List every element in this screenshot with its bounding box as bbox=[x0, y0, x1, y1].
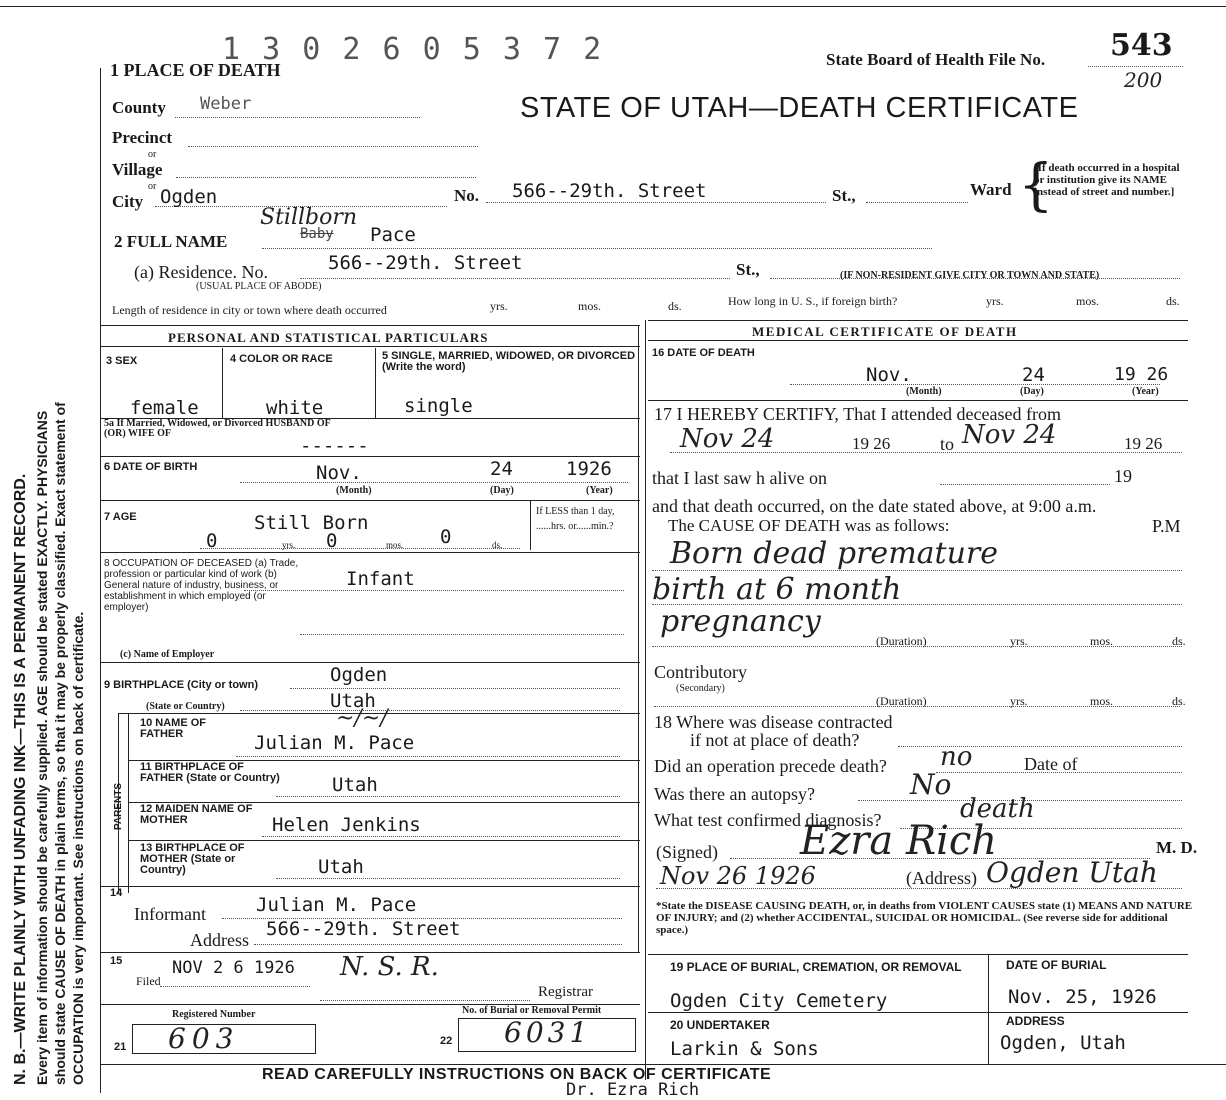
residence-st-label: St., bbox=[736, 260, 760, 279]
dob-line bbox=[240, 482, 628, 483]
mother-row-line bbox=[128, 840, 640, 841]
father-name-label: 10 NAME OF FATHER bbox=[140, 717, 207, 740]
village-label: Village bbox=[112, 160, 163, 179]
spouse-value: ------ bbox=[300, 435, 369, 457]
marital-label: 5 SINGLE, MARRIED, WIDOWED, OR DIVORCED (Write the word) bbox=[382, 350, 636, 373]
race-label: 4 COLOR OR RACE bbox=[230, 353, 333, 365]
form-top-border bbox=[0, 6, 1226, 7]
dob-day: 24 bbox=[490, 458, 513, 480]
or-label-1: or bbox=[148, 149, 157, 160]
undertaker-label: 20 UNDERTAKER bbox=[670, 1018, 770, 1032]
test-value: death bbox=[960, 794, 1035, 824]
father-name: Julian M. Pace bbox=[254, 732, 415, 754]
undertaker-address: Ogden, Utah bbox=[1000, 1032, 1126, 1054]
nonresident-label: (IF NON-RESIDENT GIVE CITY OR TOWN AND STATE) bbox=[840, 270, 1100, 281]
operation-label: Did an operation precede death? bbox=[654, 756, 887, 776]
dod-row-line bbox=[648, 400, 1188, 401]
signature-date: Nov 26 1926 bbox=[660, 862, 816, 890]
burial-divider bbox=[988, 954, 989, 1064]
informant-address-label: Address bbox=[190, 930, 249, 950]
attended-from: Nov 24 bbox=[680, 424, 775, 454]
death-occurred-label: and that death occurred, on the date stated above, at 9:00 a.m. bbox=[652, 496, 1097, 516]
mother-name: Helen Jenkins bbox=[272, 814, 421, 836]
length-mos-label: mos. bbox=[578, 299, 602, 313]
item-21-label: 21 bbox=[114, 1041, 127, 1053]
parents-bottom-line bbox=[100, 886, 640, 887]
registered-number-label: Registered Number bbox=[172, 1009, 256, 1020]
age-years: 0 bbox=[206, 530, 218, 552]
informant-address-line bbox=[254, 944, 622, 945]
county-line bbox=[175, 117, 420, 118]
sex-value: female bbox=[130, 397, 199, 419]
test-label: What test confirmed diagnosis? bbox=[654, 810, 882, 830]
residence-line bbox=[300, 278, 730, 279]
cause-of-death-label: The CAUSE OF DEATH was as follows: bbox=[668, 516, 950, 535]
signed-address-line bbox=[656, 888, 1182, 889]
personal-heading: PERSONAL AND STATISTICAL PARTICULARS bbox=[168, 330, 489, 345]
dod-year-label: (Year) bbox=[1132, 386, 1159, 397]
mother-name-line bbox=[262, 836, 620, 837]
age-less-divider bbox=[530, 500, 531, 550]
mother-birthplace: Utah bbox=[318, 856, 364, 878]
contributory-label: Contributory bbox=[654, 662, 747, 682]
signed-address-label: (Address) bbox=[906, 868, 977, 888]
contributory-yrs-label: yrs. bbox=[1010, 694, 1028, 708]
cause-yrs-label: yrs. bbox=[1010, 634, 1028, 648]
race-divider bbox=[375, 348, 376, 418]
occupation-line-2 bbox=[300, 634, 624, 635]
cause-line-1 bbox=[652, 570, 1182, 571]
undertaker-value: Larkin & Sons bbox=[670, 1038, 819, 1060]
certificate-title: STATE OF UTAH—DEATH CERTIFICATE bbox=[520, 92, 1079, 124]
age-months: 0 bbox=[326, 530, 338, 552]
father-name-line bbox=[236, 756, 620, 757]
burial-date-value: Nov. 25, 1926 bbox=[1008, 986, 1157, 1008]
signed-label: (Signed) bbox=[656, 842, 718, 862]
dob-month-label: (Month) bbox=[336, 485, 372, 496]
father-birthplace-label: 11 BIRTHPLACE OF FATHER (State or Country) bbox=[140, 761, 280, 784]
side-notice-line4: OCCUPATION is very important. See instructions on back of certificate. bbox=[70, 611, 86, 1085]
attended-line bbox=[670, 452, 1182, 453]
side-notice-line1: N. B.—WRITE PLAINLY WITH UNFADING INK—THIS IS A PERMANENT RECORD. bbox=[12, 473, 29, 1085]
mother-birthplace-line bbox=[276, 878, 620, 879]
spouse-row-line bbox=[100, 456, 640, 457]
county-label: County bbox=[112, 98, 166, 117]
file-number-label: State Board of Health File No. bbox=[826, 50, 1046, 69]
occupation-label: 8 OCCUPATION OF DECEASED (a) Trade, profession or particular kind of work (b) General nature of industry, business, or establishment in which employed (or employer) bbox=[104, 558, 299, 613]
attended-year-2: 19 26 bbox=[1124, 434, 1163, 453]
precinct-line bbox=[188, 146, 478, 147]
date-of-death-line bbox=[790, 384, 1160, 385]
filed-stamp: NOV 2 6 1926 bbox=[172, 958, 295, 978]
contributory-ds-label: ds. bbox=[1172, 694, 1186, 708]
informant-label: Informant bbox=[134, 904, 206, 924]
burial-row-line bbox=[648, 1012, 1188, 1013]
cause-of-death-line1: Born dead premature bbox=[670, 536, 998, 571]
ward-brace: { bbox=[1018, 153, 1054, 218]
birthplace-state-label: (State or Country) bbox=[146, 701, 225, 712]
footer-instructions: READ CAREFULLY INSTRUCTIONS ON BACK OF CERTIFICATE bbox=[262, 1066, 772, 1083]
age-row-line bbox=[100, 552, 640, 553]
birthplace-city: Ogden bbox=[330, 664, 388, 686]
item-14-label: 14 bbox=[110, 887, 123, 899]
date-of-death-label: 16 DATE OF DEATH bbox=[652, 347, 755, 359]
section-top-line-right bbox=[648, 320, 1188, 321]
ward-line bbox=[866, 202, 968, 203]
registrar-line bbox=[320, 1000, 530, 1001]
stillborn-note: Stillborn bbox=[260, 205, 358, 230]
mother-birthplace-label: 13 BIRTHPLACE OF MOTHER (State or Country) bbox=[140, 842, 245, 876]
q18-label-b: if not at place of death? bbox=[690, 730, 860, 750]
place-of-death-label: 1 PLACE OF DEATH bbox=[110, 60, 281, 80]
mother-name-label: 12 MAIDEN NAME OF MOTHER bbox=[140, 803, 253, 826]
operation-date-label: Date of bbox=[1024, 754, 1078, 774]
residence-label: (a) Residence. No. bbox=[134, 262, 268, 282]
operation-line bbox=[936, 772, 1182, 773]
side-notice-line2: Every item of information should be carefully supplied. AGE should be stated EXACTLY. PHYSICIANS bbox=[34, 410, 50, 1085]
or-label-2: or bbox=[148, 181, 157, 192]
street-number-label: No. bbox=[454, 186, 480, 205]
last-saw-label: that I last saw h alive on bbox=[652, 468, 827, 488]
age-label: 7 AGE bbox=[104, 511, 137, 523]
age-ds-label: ds. bbox=[492, 540, 503, 550]
street-value: 566--29th. Street bbox=[512, 180, 707, 202]
sex-label: 3 SEX bbox=[106, 355, 138, 367]
cause-of-death-line3: pregnancy bbox=[660, 604, 821, 639]
usual-abode-label: (USUAL PLACE OF ABODE) bbox=[196, 281, 322, 292]
date-of-death-month: Nov. bbox=[866, 364, 912, 386]
autopsy-value: No bbox=[910, 768, 952, 801]
residence-value: 566--29th. Street bbox=[328, 252, 523, 274]
serial-stamp: 1 3 0 2 6 0 5 3 7 2 bbox=[222, 32, 604, 67]
secondary-label: (Secondary) bbox=[676, 683, 725, 694]
ward-note: [If death occurred in a hospital or institution give its NAME instead of street and number.] bbox=[1034, 162, 1180, 198]
registrar-label: Registrar bbox=[538, 984, 593, 1000]
contributory-mos-label: mos. bbox=[1090, 694, 1114, 708]
death-pm-label: P.M bbox=[1152, 516, 1181, 536]
operation-value: no bbox=[940, 742, 973, 772]
informant-address: 566--29th. Street bbox=[266, 918, 461, 940]
q18-label-a: 18 Where was disease contracted bbox=[654, 712, 893, 732]
father-birthplace-line bbox=[276, 796, 620, 797]
full-name-label: 2 FULL NAME bbox=[114, 232, 228, 251]
dob-year: 1926 bbox=[566, 458, 612, 480]
burial-place-label: 19 PLACE OF BURIAL, CREMATION, OR REMOVAL bbox=[670, 960, 962, 974]
age-days: 0 bbox=[440, 526, 452, 548]
county-value: Weber bbox=[200, 94, 252, 114]
occupation-value: Infant bbox=[346, 568, 415, 590]
dod-month-label: (Month) bbox=[906, 386, 942, 397]
attended-year-1: 19 26 bbox=[852, 434, 891, 453]
form-left-border bbox=[100, 68, 101, 1093]
dob-day-label: (Day) bbox=[490, 485, 514, 496]
parents-inner-line bbox=[128, 713, 129, 893]
father-mark: ~/~/ bbox=[336, 706, 388, 731]
physician-signature: Ezra Rich bbox=[800, 818, 998, 864]
side-notice-line3: should state CAUSE OF DEATH in plain terms, so that it may be properly classified. Exact statement of bbox=[52, 402, 68, 1085]
birthplace-city-line bbox=[290, 688, 620, 689]
cause-ds-label: ds. bbox=[1172, 634, 1186, 648]
date-of-death-year: 19 26 bbox=[1114, 364, 1169, 385]
footer-doctor: Dr. Ezra Rich bbox=[566, 1080, 700, 1100]
form-bottom-border bbox=[100, 1064, 1226, 1065]
item-22-label: 22 bbox=[440, 1035, 453, 1047]
undertaker-address-label: ADDRESS bbox=[1006, 1014, 1065, 1028]
section-top-line-left bbox=[100, 325, 640, 326]
filed-line bbox=[160, 986, 310, 987]
full-name-struck: Baby bbox=[300, 226, 334, 242]
us-mos-label: mos. bbox=[1076, 294, 1100, 308]
informant-value: Julian M. Pace bbox=[256, 894, 417, 916]
burial-date-label: DATE OF BURIAL bbox=[1006, 958, 1107, 972]
cause-of-death-line2: birth at 6 month bbox=[652, 572, 902, 607]
permit-number-label: No. of Burial or Removal Permit bbox=[462, 1005, 602, 1016]
dod-day-label: (Day) bbox=[1020, 386, 1044, 397]
length-ds-label: ds. bbox=[668, 299, 682, 313]
certify-label: 17 I HEREBY CERTIFY, That I attended deceased from bbox=[654, 404, 1061, 424]
dob-label: 6 DATE OF BIRTH bbox=[104, 461, 198, 473]
us-length-label: How long in U. S., if foreign birth? bbox=[728, 294, 898, 308]
file-number: 543 bbox=[1110, 28, 1173, 63]
us-yrs-label: yrs. bbox=[986, 294, 1004, 308]
medical-heading-line bbox=[648, 340, 1188, 341]
dob-month: Nov. bbox=[316, 462, 362, 484]
birthplace-state-line bbox=[240, 710, 620, 711]
md-label: M. D. bbox=[1156, 838, 1198, 857]
precinct-label: Precinct bbox=[112, 128, 173, 147]
registered-number-value: 603 bbox=[168, 1022, 240, 1055]
medical-heading: MEDICAL CERTIFICATE OF DEATH bbox=[752, 324, 1018, 339]
spouse-label: 5a If Married, Widowed, or Divorced HUSBAND OF (OR) WIFE OF bbox=[104, 418, 331, 439]
us-ds-label: ds. bbox=[1166, 294, 1180, 308]
item-15-label: 15 bbox=[110, 955, 123, 967]
attended-to: Nov 24 bbox=[962, 420, 1057, 450]
medical-footnote: *State the DISEASE CAUSING DEATH, or, in deaths from VIOLENT CAUSES state (1) MEANS AND NATURE OF INJURY; and (2) whether ACCIDENTAL, SUICIDAL OR HOMICIDAL. (See reverse side for additional space.) bbox=[656, 900, 1193, 936]
age-less-than-label: If LESS than 1 day, ......hrs. or......min.? bbox=[536, 506, 615, 532]
autopsy-label: Was there an autopsy? bbox=[654, 784, 815, 804]
personal-heading-line bbox=[100, 346, 640, 347]
city-label: City bbox=[112, 192, 144, 211]
filed-label: Filed bbox=[136, 974, 161, 988]
registrar-signature: N. S. R. bbox=[340, 952, 439, 982]
employer-row-line bbox=[100, 662, 640, 663]
dob-year-label: (Year) bbox=[586, 485, 613, 496]
age-yrs-label: yrs. bbox=[282, 540, 296, 550]
date-of-death-day: 24 bbox=[1022, 364, 1045, 386]
marital-value: single bbox=[404, 395, 473, 417]
full-name-value: Pace bbox=[370, 224, 416, 246]
signed-address: Ogden Utah bbox=[986, 856, 1158, 889]
age-line bbox=[200, 548, 520, 549]
occupation-line-1 bbox=[244, 590, 624, 591]
age-still-born: Still Born bbox=[254, 512, 369, 534]
attended-to-label: to bbox=[940, 434, 955, 454]
age-mos-label: mos. bbox=[386, 540, 404, 550]
last-saw-year: 19 bbox=[1114, 466, 1132, 486]
race-value: white bbox=[266, 397, 324, 419]
street-st-label: St., bbox=[832, 186, 856, 205]
parents-label: PARENTS bbox=[113, 782, 124, 830]
burial-place-value: Ogden City Cemetery bbox=[670, 990, 888, 1012]
sex-divider bbox=[222, 348, 223, 418]
city-value: Ogden bbox=[160, 186, 218, 208]
full-name-line bbox=[262, 248, 932, 249]
center-divider-2 bbox=[645, 320, 646, 1080]
employer-label: (c) Name of Employer bbox=[120, 649, 215, 660]
last-saw-line bbox=[940, 484, 1110, 485]
contributory-duration-label: (Duration) bbox=[876, 694, 927, 708]
length-yrs-label: yrs. bbox=[490, 299, 508, 313]
father-birthplace: Utah bbox=[332, 774, 378, 796]
cause-mos-label: mos. bbox=[1090, 634, 1114, 648]
footnote-row-line bbox=[648, 954, 1188, 955]
street-line bbox=[486, 202, 826, 203]
permit-number-value: 6031 bbox=[504, 1016, 592, 1049]
birthplace-label: 9 BIRTHPLACE (City or town) bbox=[104, 679, 258, 691]
file-number-line bbox=[1088, 66, 1183, 67]
birthplace-state: Utah bbox=[330, 690, 376, 712]
file-sub-number: 200 bbox=[1124, 68, 1163, 92]
ward-label: Ward bbox=[970, 180, 1012, 199]
length-residence-label: Length of residence in city or town where death occurred bbox=[112, 303, 387, 317]
village-line bbox=[176, 177, 476, 178]
center-divider-1 bbox=[638, 325, 639, 953]
dob-row-line bbox=[100, 500, 640, 501]
cause-duration-label: (Duration) bbox=[876, 634, 927, 648]
